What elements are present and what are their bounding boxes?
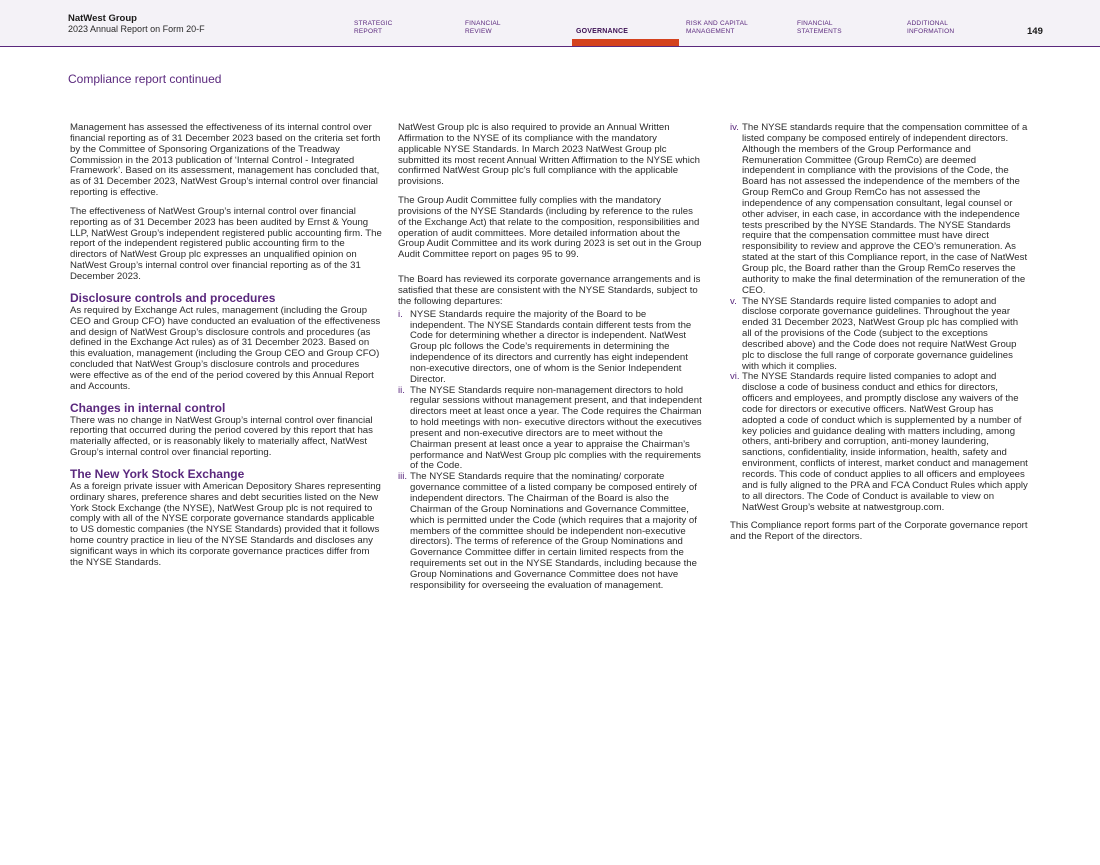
- heading-changes-internal-control: Changes in internal control: [70, 400, 226, 415]
- paragraph-board-review: The Board has reviewed its corporate governance arrangements and is satisfied that these are consistent with the NYSE Standards, subject to the following departures:: [398, 274, 701, 307]
- list-item-text: The NYSE Standards require listed companies to adopt and disclose corporate governance guidelines. Throughout the year ended 31 December 2023, NatWest Group plc has complied with all of the provisions of the Code (subject to the exceptions described above) and the Code does not require NatWest Group plc to disclose the full range of corporate governance guidelines with which it complies.: [742, 295, 1019, 372]
- nav-additional-information-line1: ADDITIONAL: [907, 20, 949, 27]
- list-item: [398, 386, 702, 473]
- nav-strategic-report-line2: REPORT: [354, 27, 383, 35]
- column-right: [730, 123, 1028, 551]
- column-middle: [398, 123, 702, 592]
- list-item-number: i.: [398, 308, 403, 320]
- list-item-text: The NYSE Standards require listed companies to adopt and disclose a code of business conduct and ethics for directors, officers and employees, and promptly disclose any waivers of the code for directors or executive officers. NatWest Group has adopted a code of conduct which is supplemented by a number of key policies and guidance dealing with matters including, among others, anti-bribery and corruption, anti-money laundering, sanctions, confidentiality, inside information, health, safety and environment, conflicts of interest, market conduct and management records. This code of conduct applies to all officers and employees and is fully aligned to the PRA and FCA Conduct Rules which apply to all directors. The Code of Conduct is available to view on NatWest Group’s website at natwestgroup.com.: [742, 371, 1028, 513]
- nav-financial-statements-line2: STATEMENTS: [797, 27, 842, 35]
- nav-risk-capital-management[interactable]: [686, 20, 748, 35]
- nav-financial-review[interactable]: [465, 20, 501, 35]
- nav-financial-review-line2: REVIEW: [465, 27, 492, 35]
- brand-name: NatWest Group: [68, 13, 137, 24]
- paragraph-management-assessment: Management has assessed the effectiveness of its internal control over financial reporting as of 31 December 2023 based on the criteria set forth by the Committee of Sponsoring Organizations of the Treadway Commission in the 2013 publication of ‘Internal Control - Integrated Framework’. Based on its assessment, management has concluded that, as of 31 December 2023, NatWest Group’s internal control over financial reporting is effective.: [70, 122, 381, 199]
- header-bar: [0, 0, 1100, 47]
- paragraph-audit-opinion: The effectiveness of NatWest Group’s internal control over financial reporting as of 31 December 2023 has been audited by Ernst & Young LLP, NatWest Group’s independent registered public accounting firm. The report of the independent registered public accounting firm to the directors of NatWest Group plc expresses an unqualified opinion on NatWest Group’s internal control over financial reporting as of the 31 December 2023.: [70, 205, 382, 282]
- list-item-number: iii.: [398, 471, 408, 483]
- list-item-number: v.: [730, 295, 737, 307]
- paragraph-nyse: As a foreign private issuer with American Depository Shares representing ordinary shares, preference shares and debt securities listed on the New York Stock Exchange (the NYSE), NatWest Group plc is not required to comply with all of the NYSE corporate governance standards applicable to US domestic companies (the NYSE Standards) provided that it follows home country practice in lieu of the NYSE Standards and discloses any significant ways in which its corporate governance practices differ from the NYSE Standards.: [70, 480, 381, 568]
- paragraph-annual-affirmation: NatWest Group plc is also required to provide an Annual Written Affirmation to the NYSE of its compliance with the mandatory applicable NYSE Standards. In March 2023 NatWest Group plc submitted its most recent Annual Written Affirmation to the NYSE which confirmed NatWest Group plc’s full compliance with the applicable provisions.: [398, 122, 700, 188]
- nav-financial-review-line1: FINANCIAL: [465, 20, 501, 27]
- nav-risk-line2: MANAGEMENT: [686, 27, 735, 35]
- nav-governance-label: GOVERNANCE: [576, 28, 629, 35]
- departures-list: [398, 310, 702, 592]
- list-item-text: The NYSE Standards require that the nominating/ corporate governance committee of a listed company be composed entirely of independent directors. The Chairman of the Board is also the Chairman of the Group Nominations and Governance Committee, which is permitted under the Code (which requires that a majority of members of the committee should be independent non-executive directors). The terms of reference of the Group Nominations and Governance Committee differ in certain limited respects from the requirements set out in the NYSE Standards, including because the Group Nominations and Governance Committee does not have responsibility for overseeing the evaluation of management.: [410, 471, 697, 591]
- nav-financial-statements-line1: FINANCIAL: [797, 20, 833, 27]
- paragraph-disclosure-controls: As required by Exchange Act rules, management (including the Group CEO and Group CFO) have conducted an evaluation of the effectiveness and design of NatWest Group’s disclosure controls and procedures (as defined in the Exchange Act rules) as of 31 December 2023. Based on this evaluation, management (including the Group CEO and Group CFO) concluded that NatWest Group’s disclosure controls and procedures were effective as of the end of the period covered by this Annual Report and Accounts.: [70, 304, 381, 392]
- nav-risk-line1: RISK AND CAPITAL: [686, 20, 748, 27]
- list-item: [730, 297, 1028, 373]
- list-item-text: The NYSE Standards require non-management directors to hold regular sessions without management present, and that independent directors meet at least once a year. The Code requires the Chairman to hold meetings with non- executive directors without the executives present and non-executive directors are to meet without the Chairman present at least once a year to appraise the Chairman’s performance and NatWest Group plc complies with the requirements of the Code.: [410, 384, 702, 472]
- active-tab-indicator: [572, 39, 679, 46]
- nav-strategic-report-line1: STRATEGIC: [354, 20, 393, 27]
- paragraph-closing: This Compliance report forms part of the Corporate governance report and the Report of the directors.: [730, 520, 1028, 543]
- list-item: [730, 123, 1028, 297]
- nav-additional-information[interactable]: [907, 20, 954, 35]
- heading-disclosure-controls: Disclosure controls and procedures: [70, 290, 276, 305]
- paragraph-audit-committee: The Group Audit Committee fully complies with the mandatory provisions of the NYSE Standards (including by reference to the rules of the Exchange Act) that relate to the composition, responsibilities and operation of audit committees. More detailed information about the Group Audit Committee and its work during 2023 is set out in the Group Audit Committee report on pages 95 to 99.: [398, 195, 702, 261]
- list-item: [398, 310, 702, 386]
- list-item-number: iv.: [730, 122, 739, 133]
- nav-additional-information-line2: INFORMATION: [907, 27, 955, 35]
- list-item-text: NYSE Standards require the majority of the Board to be independent. The NYSE Standards contain different tests from the Code for determining whether a director is independent. NatWest Group plc follows the Code’s requirements in determining the independence of its directors and currently has eight independent non-executive directors, one of whom is the Senior Independent Director.: [410, 308, 692, 385]
- nav-governance[interactable]: [576, 28, 628, 36]
- heading-nyse: The New York Stock Exchange: [70, 466, 245, 481]
- nav-financial-statements[interactable]: [797, 20, 842, 35]
- page-number: 149: [1027, 26, 1043, 37]
- list-item-number: ii.: [398, 384, 405, 396]
- paragraph-changes-internal-control: There was no change in NatWest Group’s internal control over financial reporting that occurred during the period covered by this report that has materially affected, or is reasonably likely to materially affect, NatWest Group’s internal control over financial reporting.: [70, 414, 373, 459]
- nav-strategic-report[interactable]: [354, 20, 393, 35]
- report-subtitle: 2023 Annual Report on Form 20-F: [68, 24, 205, 34]
- list-item: [730, 372, 1028, 513]
- list-item-number: vi.: [730, 371, 740, 383]
- section-title: Compliance report continued: [68, 72, 222, 86]
- list-item: [398, 472, 702, 591]
- column-left: [70, 123, 382, 577]
- departures-list-continued: [730, 123, 1028, 513]
- brand-block: [68, 14, 205, 34]
- list-item-text: The NYSE standards require that the compensation committee of a listed company be composed entirely of independent directors. Although the members of the Group Performance and Remuneration Committee (Group RemCo) are deemed independent in compliance with the provisions of the Code, the Board has not assessed the independence of the members of the Group RemCo and Group RemCo has not assessed the independence of any compensation consultant, legal counsel or other adviser, in each case, in accordance with the independence tests prescribed by the NYSE Standards. The NYSE Standards require that the compensation committee must have direct responsibility to review and approve the CEO’s remuneration. As stated at the start of this Compliance report, in the case of NatWest Group plc, the Board rather than the Group RemCo reserves the authority to make the final determination of the remuneration of the CEO.: [742, 122, 1028, 296]
